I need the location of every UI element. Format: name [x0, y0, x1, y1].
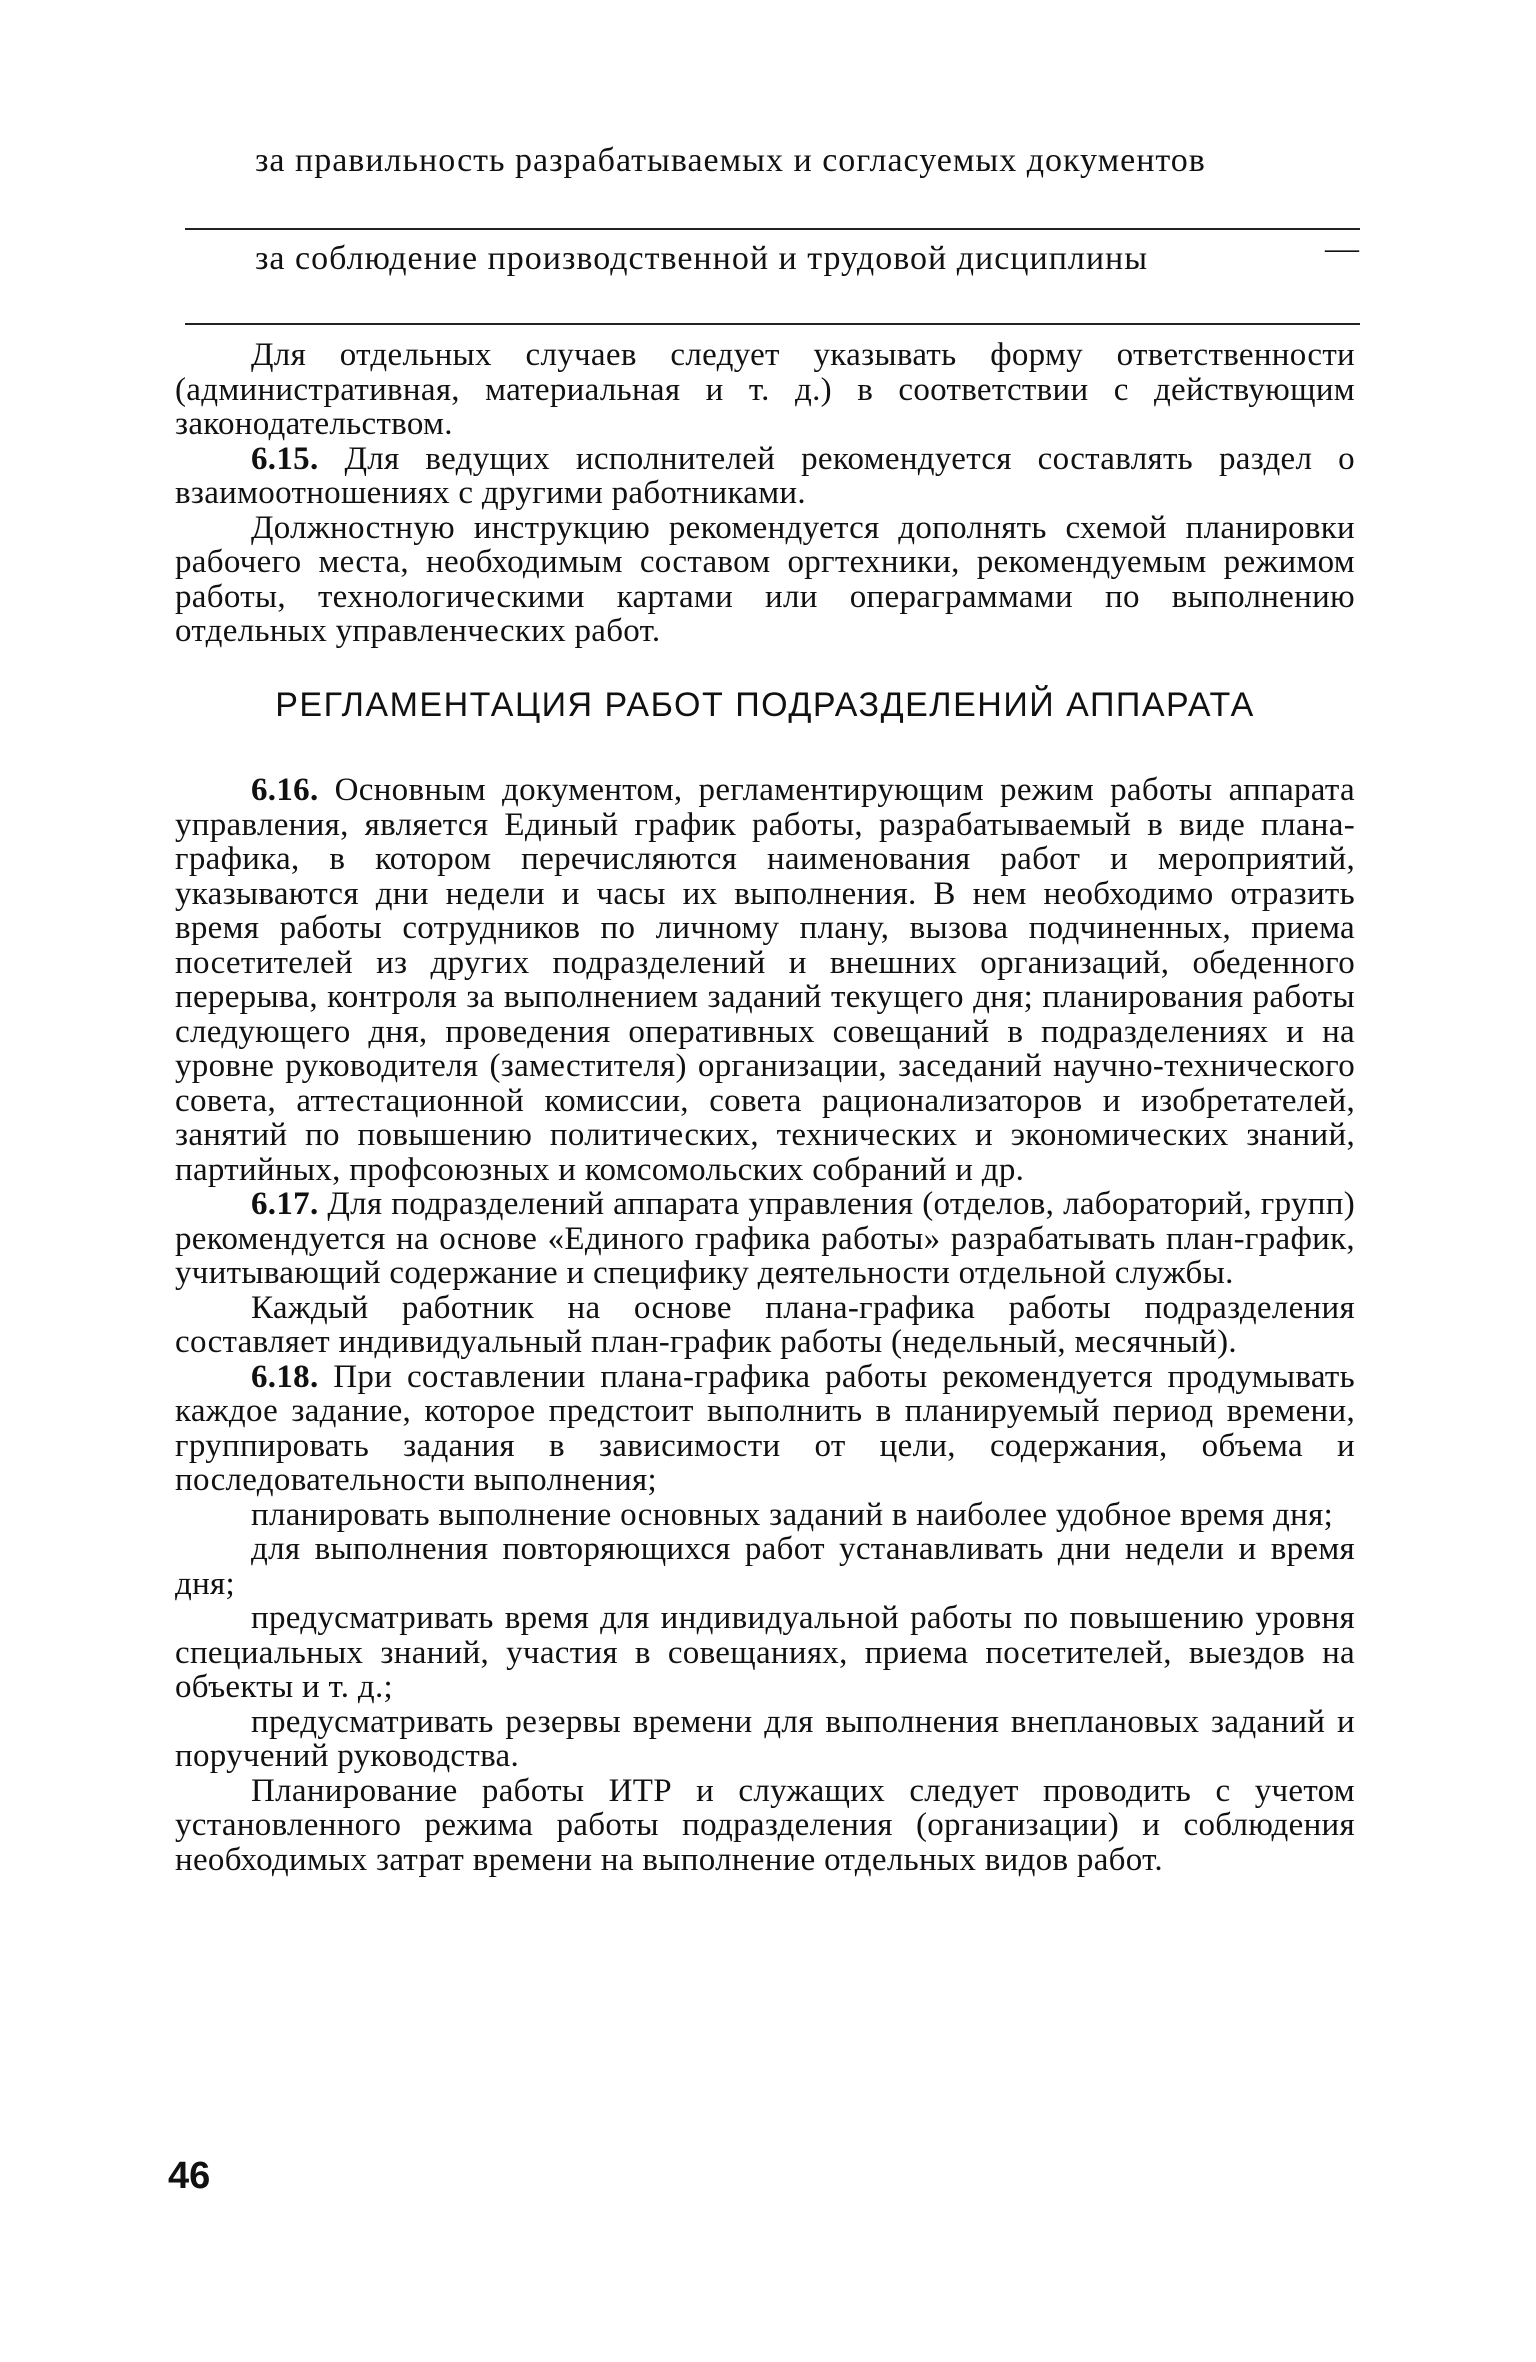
paragraph-text: Для ведущих исполнителей рекомендуется составлять раздел о взаимоотношениях с другими работниками.: [175, 440, 1355, 511]
paragraph-text: Должностную инструкцию рекомендуется дополнять схемой планировки рабочего места, необходимым составом оргтехники, рекомендуемым режимом работы, технологическими картами или операграммами по выполнению отдельных управленческих работ.: [175, 509, 1355, 649]
dash-mark: —: [1325, 230, 1360, 267]
paragraph-text: Каждый работник на основе плана-графика работы подразделения составляет индивидуальный план-график работы (недельный, месячный).: [175, 1289, 1355, 1360]
responsibility-text: за соблюдение производственной и трудовой дисциплины: [255, 240, 1149, 277]
paragraph-text: предусматривать время для индивидуальной работы по повышению уровня специальных знаний, участия в совещаниях, приема посетителей, выездов на объекты и т. д.;: [175, 1600, 1355, 1705]
paragraph: [175, 1498, 1355, 1533]
paragraph: [175, 442, 1355, 511]
paragraph-text: Основным документом, регламентирующим режим работы аппарата управления, является Единый график работы, разрабатываемый в виде плана-графика, в котором перечисляются наименования работ и мероприятий, указываются дни недели и часы их выполнения. В нем необходимо отразить время работы сотрудников по личному плану, вызова подчиненных, приема посетителей из других подразделений и внешних организаций, обеденного перерыва, контроля за выполнением заданий текущего дня; планирования работы следующего дня, проведения оперативных совещаний в подразделениях и на уровне руководителя (заместителя) организации, заседаний научно-технического совета, аттестационной комиссии, совета рационализаторов и изобретателей, занятий по повышению политических, технических и экономических знаний, партийных, профсоюзных и комсомольских собраний и др.: [175, 772, 1355, 1188]
paragraph-text: При составлении плана-графика работы рекомендуется продумывать каждое задание, которое предстоит выполнить в планируемый период времени, группировать задания в зависимости от цели, содержания, объема и последовательности выполнения;: [175, 1358, 1355, 1498]
responsibility-row-discipline: [185, 228, 1360, 318]
paragraph-text: для выполнения повторяющихся работ устанавливать дни недели и время дня;: [175, 1531, 1355, 1602]
paragraph-text: Для подразделений аппарата управления (отделов, лабораторий, групп) рекомендуется на основе «Единого графика работы» разрабатывать план-график, учитывающий содержание и специфику деятельности отдельной службы.: [175, 1186, 1355, 1291]
clause-number: 6.18.: [251, 1358, 319, 1395]
paragraph: [175, 1601, 1355, 1705]
page-number: 46: [168, 2155, 211, 2197]
clause-number: 6.17.: [251, 1186, 319, 1222]
paragraph: [175, 1187, 1355, 1291]
paragraph-text: планировать выполнение основных заданий в наиболее удобное время дня;: [251, 1496, 1334, 1533]
paragraph-text: предусматривать резервы времени для выполнения внеплановых заданий и поручений руководства.: [175, 1703, 1355, 1774]
paragraph: [175, 1360, 1355, 1498]
clause-number: 6.16.: [251, 772, 319, 808]
paragraph-text: Планирование работы ИТР и служащих следует проводить с учетом установленного режима работы подразделения (организации) и соблюдения необходимых затрат времени на выполнение отдельных видов работ.: [175, 1772, 1355, 1878]
paragraph: [175, 1705, 1355, 1774]
paragraph: [175, 1532, 1355, 1601]
paragraph: [175, 1774, 1355, 1878]
responsibility-row-documents: [185, 130, 1360, 220]
intro-text-block: [175, 338, 1355, 649]
section-text-block: [175, 773, 1355, 1877]
paragraph: [175, 1291, 1355, 1360]
responsibility-text: за правильность разрабатываемых и согласуемых документов: [255, 142, 1206, 179]
paragraph-text: Для отдельных случаев следует указывать форму ответственности (административная, материальная и т. д.) в соответствии с действующим законодательством.: [175, 337, 1355, 442]
paragraph: [175, 511, 1355, 649]
clause-number: 6.15.: [251, 440, 319, 477]
paragraph: [175, 773, 1355, 1187]
table-rule: [185, 323, 1360, 325]
paragraph: [175, 338, 1355, 442]
section-heading: РЕГЛАМЕНТАЦИЯ РАБОТ ПОДРАЗДЕЛЕНИЙ АППАРАТА: [275, 686, 1255, 724]
